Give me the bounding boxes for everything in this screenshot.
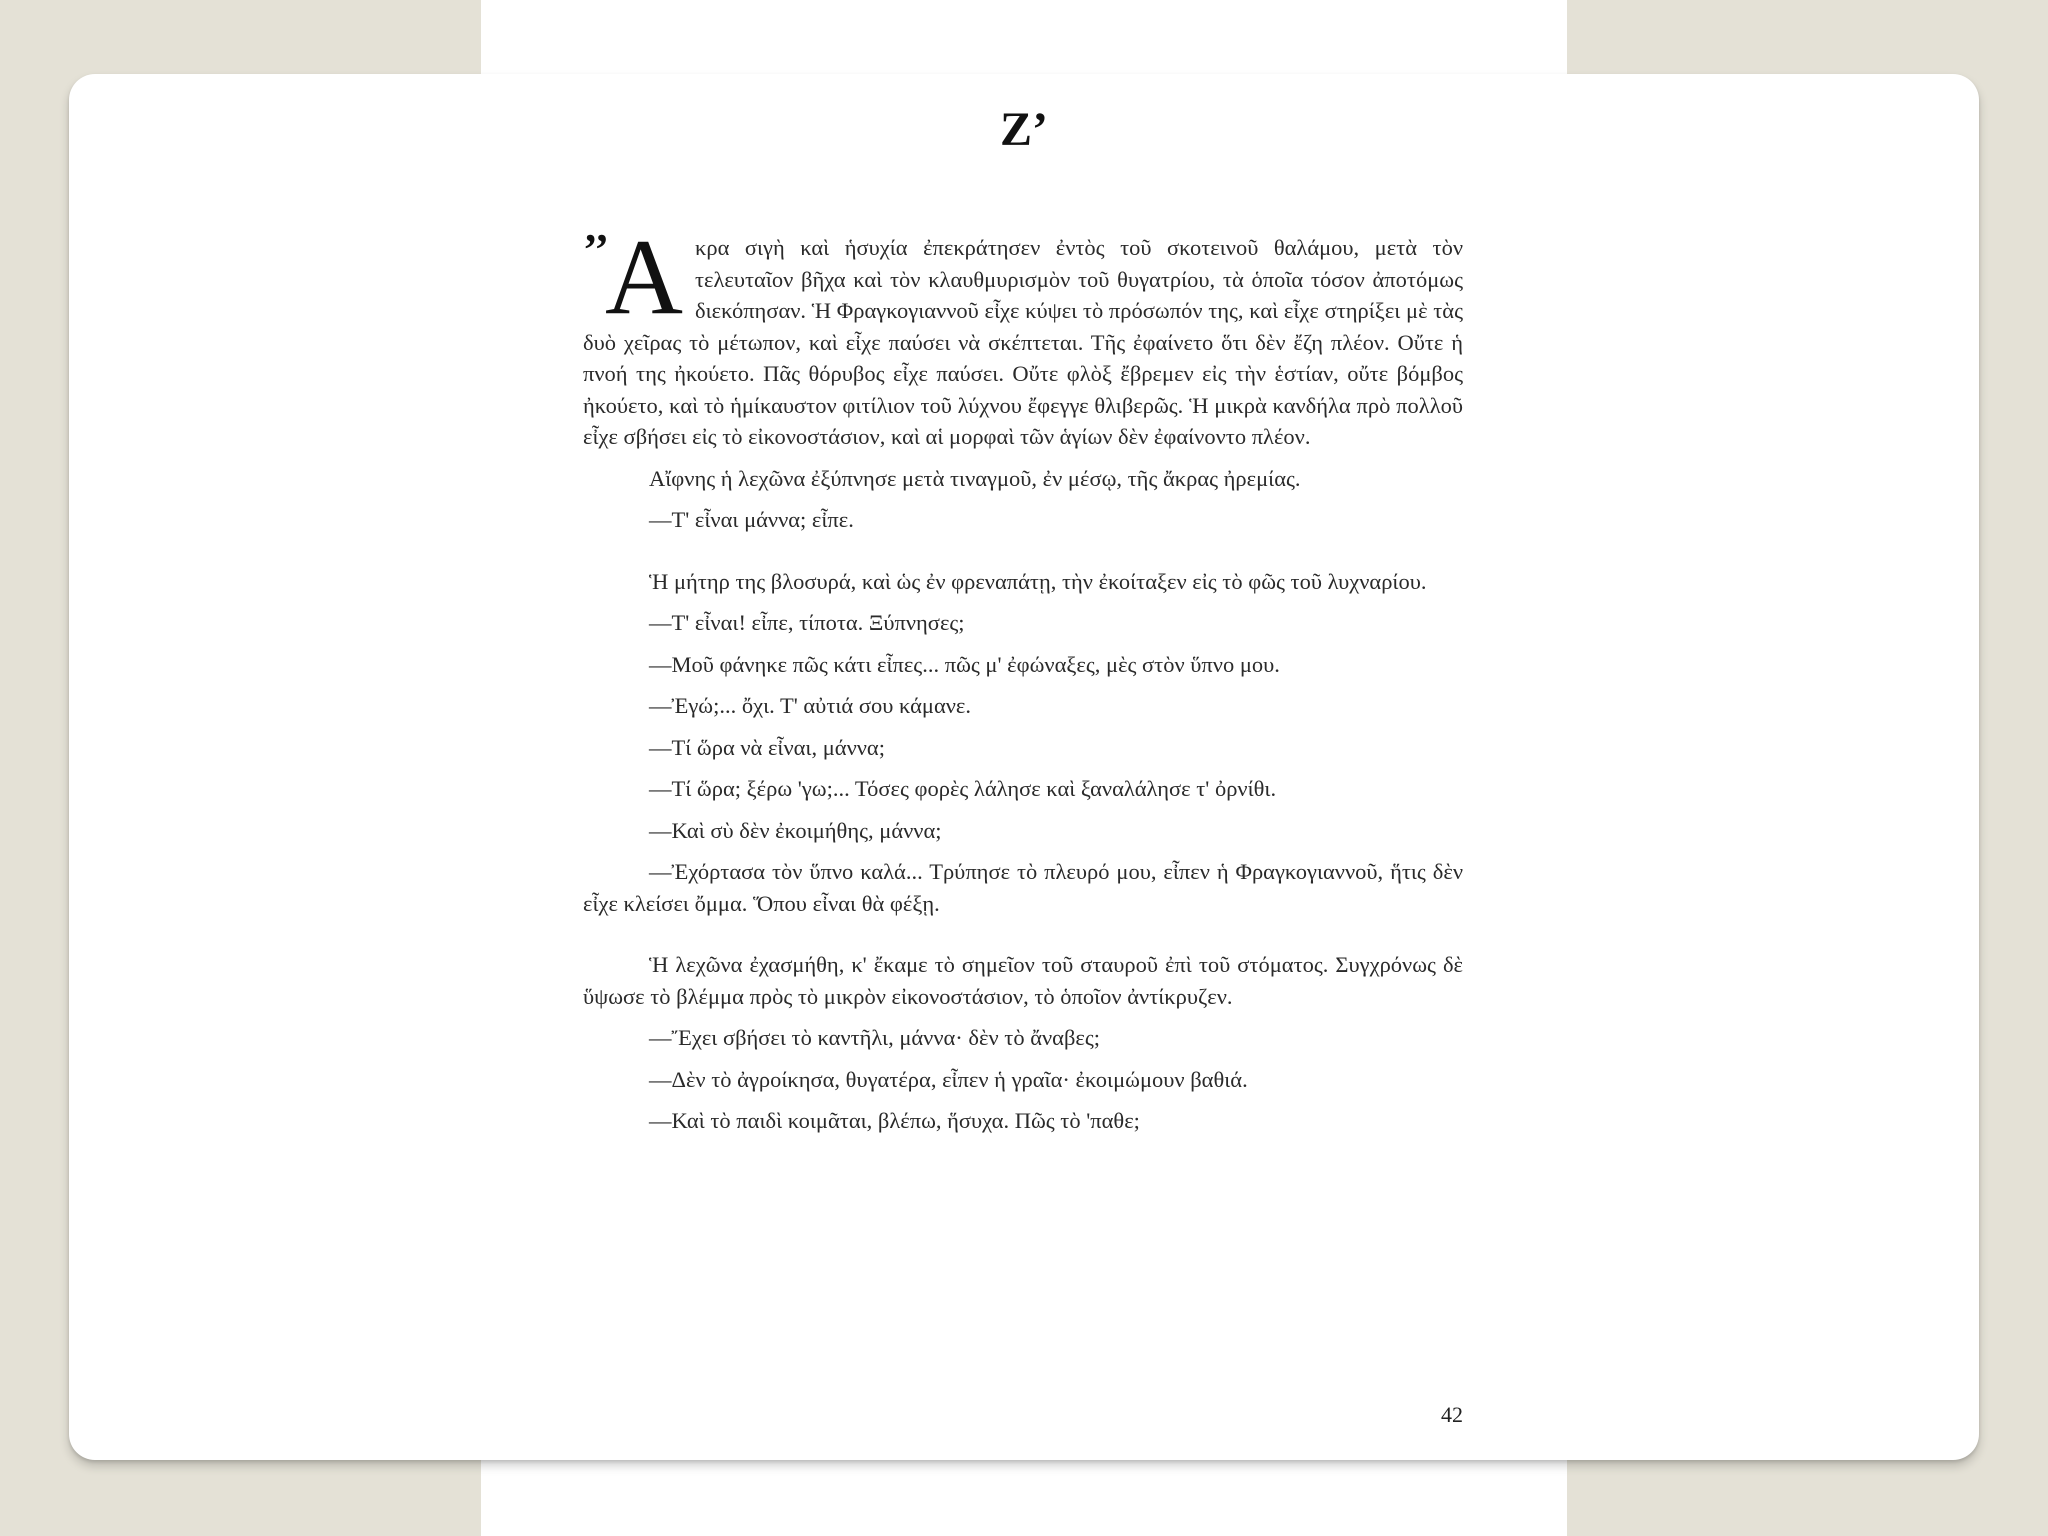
- drop-cap-breathing-mark: ’’: [583, 225, 610, 274]
- paragraph: Αἴφνης ἡ λεχῶνα ἐξύπνησε μετὰ τιναγμοῦ, ἐν μέσῳ, τῆς ἄκρας ἠρεμίας.: [649, 465, 1301, 491]
- dialogue-line: —Ἐγώ;... ὄχι. Τ' αὐτιά σου κάμανε.: [649, 693, 971, 718]
- dialogue-line: —Καὶ τὸ παιδὶ κοιμᾶται, βλέπω, ἥσυχα. Πῶς τὸ 'παθε;: [649, 1108, 1140, 1133]
- page-number: 42: [1441, 1402, 1463, 1427]
- dialogue-line: —Τ' εἶναι! εἶπε, τίποτα. Ξύπνησες;: [649, 610, 965, 635]
- drop-cap: [583, 218, 695, 337]
- dialogue-line: —Ἐχόρτασα τὸν ὕπνο καλά... Τρύπησε τὸ πλευρό μου, εἶπεν ἡ Φραγκογιαννοῦ, ἥτις δὲν εἶχε κλείσει ὄμμα. Ὅπου εἶναι θὰ φέξῃ.: [583, 859, 1463, 916]
- paragraph-first: [583, 218, 1463, 453]
- paragraph-text: κρα σιγὴ καὶ ἡσυχία ἐπεκράτησεν ἐντὸς τοῦ σκοτεινοῦ θαλάμου, μετὰ τὸν τελευταῖον βῆχα καὶ τὸν κλαυθμυρισμὸν τοῦ θυγατρίου, τὰ ὁποῖα τόσον ἀποτόμως διεκόπησαν. Ἡ Φραγκογιαννοῦ εἶχε κύψει τὸ πρόσωπόν της, καὶ εἶχε στηρίξει μὲ τὰς δυὸ χεῖρας τὸ μέτωπον, καὶ εἶχε παύσει νὰ σκέπτεται. Τῆς ἐφαίνετο ὅτι δὲν ἔζη πλέον. Οὔτε ἡ πνοή της ἠκούετο. Πᾶς θόρυβος εἶχε παύσει. Οὔτε φλὸξ ἔβρεμεν εἰς τὴν ἑστίαν, οὔτε βόμβος ἠκούετο, καὶ τὸ ἡμίκαυστον φιτίλιον τοῦ λύχνου ἔφεγγε θλιβερῶς. Ἡ μικρὰ κανδήλα πρὸ πολλοῦ εἶχε σβήσει εἰς τὸ εἰκονοστάσιον, καὶ αἱ μορφαὶ τῶν ἁγίων δὲν ἐφαίνοντο πλέον.: [583, 235, 1463, 449]
- dialogue-line: —Καὶ σὺ δὲν ἐκοιμήθης, μάννα;: [649, 817, 942, 843]
- dialogue-line: —Δὲν τὸ ἀγροίκησα, θυγατέρα, εἶπεν ἡ γραῖα· ἐκοιμώμουν βαθιά.: [649, 1066, 1248, 1092]
- paragraph: Ἡ μήτηρ της βλοσυρά, καὶ ὡς ἐν φρεναπάτῃ, τὴν ἐκοίταξεν εἰς τὸ φῶς τοῦ λυχναρίου.: [649, 568, 1427, 594]
- dialogue-line: —Τί ὥρα; ξέρω 'γω;... Τόσες φορὲς λάλησε καὶ ξαναλάλησε τ' ὀρνίθι.: [649, 776, 1277, 801]
- dialogue-line: —Τ' εἶναι μάννα; εἶπε.: [649, 507, 854, 532]
- dialogue-line: —Ἔχει σβήσει τὸ καντῆλι, μάννα· δὲν τὸ ἄναβες;: [649, 1025, 1100, 1050]
- chapter-text: [583, 218, 1463, 1147]
- dialogue-line: —Τί ὥρα νὰ εἶναι, μάννα;: [649, 734, 885, 760]
- paragraph: Ἡ λεχῶνα ἐχασμήθη, κ' ἔκαμε τὸ σημεῖον τοῦ σταυροῦ ἐπὶ τοῦ στόματος. Συγχρόνως δὲ ὕψωσε τὸ βλέμμα πρὸς τὸ μικρὸν εἰκονοστάσιον, τὸ ὁποῖον ἀντίκρυζεν.: [583, 952, 1463, 1009]
- dialogue-line: —Μοῦ φάνηκε πῶς κάτι εἶπες... πῶς μ' ἐφώναξες, μὲς στὸν ὕπνο μου.: [649, 651, 1280, 677]
- chapter-heading: Ζ’: [1000, 103, 1048, 156]
- book-page: [481, 0, 1567, 1536]
- drop-cap-letter: Α: [605, 218, 683, 337]
